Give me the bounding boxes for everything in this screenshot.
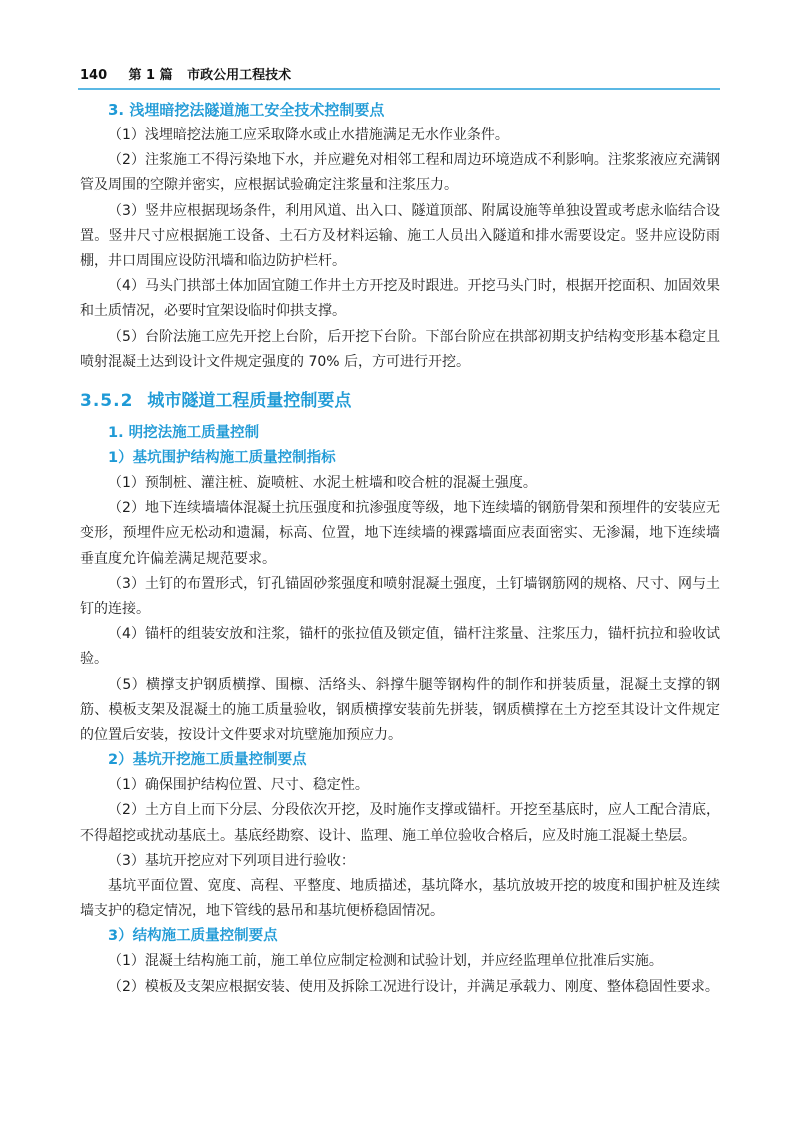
topic-heading: 1. 明挖法施工质量控制	[108, 425, 260, 442]
paragraph: （3）土钉的布置形式，钉孔锚固砂浆强度和喷射混凝土强度，土钉墙钢筋网的规格、尺寸、网与土钉的连接。	[80, 575, 720, 618]
paragraph: （4）锚杆的组装安放和注浆，锚杆的张拉值及锁定值，锚杆注浆量、注浆压力，锚杆抗拉和验收试验。	[80, 626, 720, 668]
subtopic-heading: 3）结构施工质量控制要点	[108, 928, 278, 945]
paragraph: （5）台阶法施工应先开挖上台阶，后开挖下台阶。下部台阶应在拱部初期支护结构变形基本稳定且喷射混凝土达到设计文件规定强度的 70% 后，方可进行开挖。	[80, 328, 720, 370]
paragraph: 基坑平面位置、宽度、高程、平整度、地质描述，基坑降水，基坑放坡开挖的坡度和围护桩及连续墙支护的稳定情况，地下管线的悬吊和基坑便桥稳固情况。	[80, 878, 720, 920]
paragraph: （1）确保围护结构位置、尺寸、稳定性。	[108, 777, 369, 794]
paragraph: （5）横撑支护钢质横撑、围檩、活络头、斜撑牛腿等钢构件的制作和拼装质量，混凝土支撑的钢筋、模板支架及混凝土的施工质量验收，钢质横撑安装前先拼装，钢质横撑在土方挖至其设计文件规定的位置后安装，按设计文件要求对坑壁施加预应力。	[80, 676, 720, 744]
chapter-label: 第 1 篇	[128, 68, 173, 83]
paragraph: （3）竖井应根据现场条件，利用风道、出入口、隧道顶部、附属设施等单独设置或考虑永临结合设置。竖井尺寸应根据施工设备、土石方及材料运输、施工人员出入隧道和排水需要设定。竖井应设防雨棚，井口周围应设防汛墙和临边防护栏杆。	[80, 202, 720, 270]
paragraph: （2）地下连续墙墙体混凝土抗压强度和抗渗强度等级，地下连续墙的钢筋骨架和预埋件的安装应无变形，预埋件应无松动和遗漏，标高、位置，地下连续墙的裸露墙面应表面密实、无渗漏，地下连续墙垂直度允许偏差满足规范要求。	[80, 500, 720, 567]
running-header	[80, 64, 720, 83]
header-rule	[78, 88, 720, 90]
paragraph: （1）混凝土结构施工前，施工单位应制定检测和试验计划，并应经监理单位批准后实施。	[108, 953, 663, 970]
paragraph: （4）马头门拱部土体加固宜随工作井土方开挖及时跟进。开挖马头门时，根据开挖面积、加固效果和土质情况，必要时宜架设临时仰拱支撑。	[80, 278, 720, 320]
paragraph: （2）注浆施工不得污染地下水，并应避免对相邻工程和周边环境造成不利影响。注浆浆液应充满钢管及周围的空隙并密实，应根据试验确定注浆量和注浆压力。	[80, 152, 720, 194]
paragraph: （2）土方自上而下分层、分段依次开挖，及时施作支撑或锚杆。开挖至基底时，应人工配合清底，不得超挖或扰动基底土。基底经勘察、设计、监理、施工单位验收合格后，应及时施工混凝土垫层。	[80, 802, 720, 844]
page-body	[80, 97, 720, 1000]
chapter-title: 市政公用工程技术	[187, 68, 292, 83]
subtopic-heading: 1）基坑围护结构施工质量控制指标	[108, 450, 336, 467]
paragraph: （3）基坑开挖应对下列项目进行验收：	[108, 852, 355, 869]
page-number: 140	[80, 68, 108, 83]
section-heading: 3. 浅埋暗挖法隧道施工安全技术控制要点	[108, 101, 385, 119]
subsection-heading	[80, 387, 720, 415]
paragraph: （1）预制桩、灌注桩、旋喷桩、水泥土桩墙和咬合桩的混凝土强度。	[108, 475, 537, 492]
paragraph: （2）模板及支架应根据安装、使用及拆除工况进行设计，并满足承载力、刚度、整体稳固性要求。	[108, 978, 719, 995]
paragraph: （1）浅埋暗挖法施工应采取降水或止水措施满足无水作业条件。	[108, 127, 509, 143]
subsection-number: 3.5.2	[80, 391, 134, 412]
subtopic-heading: 2）基坑开挖施工质量控制要点	[108, 752, 307, 769]
subsection-title: 城市隧道工程质量控制要点	[147, 391, 352, 412]
